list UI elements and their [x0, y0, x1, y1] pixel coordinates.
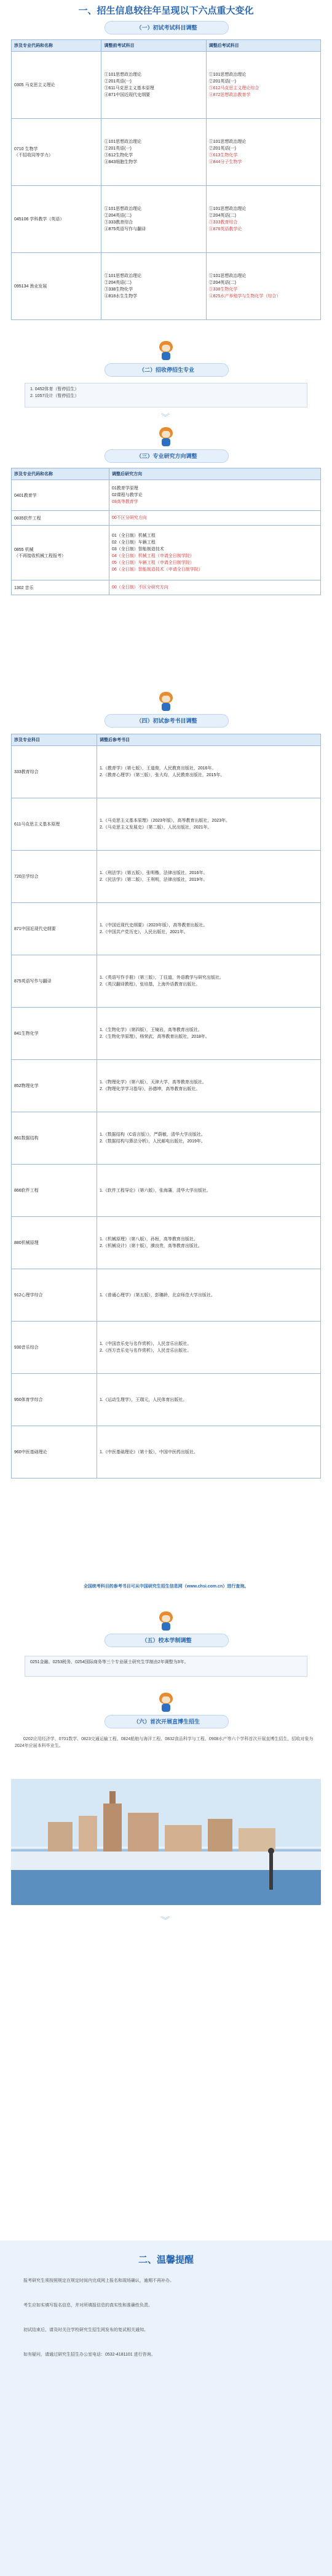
table-row	[12, 746, 321, 798]
table-row	[12, 1165, 321, 1217]
reminder-para-2: 考生应如实填写报名信息，并对所填报信息的真实性和准确性负责。	[23, 2303, 152, 2308]
major-cell: 0401教育学	[12, 480, 109, 511]
major-cell: 045106 学科教学（英语）	[12, 186, 101, 253]
subject-cell: 861数据结构	[12, 1112, 97, 1165]
table3-note: 全国统考科目的参考书目可从中国研究生招生信息网（www.chsi.com.cn）进行查询。	[83, 1584, 249, 1589]
direction-cell	[109, 480, 321, 511]
books-cell	[97, 1374, 321, 1426]
book-line: 2.《生物化学原理》，杨荣武，高等教育出版社，2018年。	[100, 1035, 210, 1039]
table-row	[12, 955, 321, 1008]
subject-line: ③333教育综合	[104, 220, 133, 225]
exam-subject-table	[11, 39, 321, 320]
reminder-para-4: 如有疑问，请通过研究生招生办公室电话：0532-4181101 进行咨询。	[23, 2353, 156, 2357]
subject-cell: 912心理学综合	[12, 1269, 97, 1322]
mascot-icon	[157, 1610, 175, 1631]
suspended-major-1: 1. 0452体育（暂停招生）	[30, 387, 79, 391]
table-row	[12, 1374, 321, 1426]
table2-header-major: 涉及专业代码和名称	[12, 468, 109, 480]
major-cell: 095134 渔业发展	[12, 253, 101, 320]
section-3-heading: （三）专业研究方向调整	[105, 449, 229, 463]
book-line: 2.《马克思主义发展史》（第二版），人民出版社，2021年。	[100, 825, 212, 830]
reminder-para-1: 报考研究生须按照规定在规定时间内完成网上报名和现场确认，逾期不再补办。	[23, 2279, 174, 2283]
direction-line: 05（全日制）车辆工程（申请全日制学院）	[112, 561, 194, 565]
book-line: 2.《机械设计》（第十版），濮良贵，高等教育出版社。	[100, 1244, 202, 1248]
subject-line: ③611马克思主义基本原理	[104, 86, 154, 90]
subject-line: ③333教育综合	[208, 220, 238, 225]
book-line: 1.《教育学》（第七版），王道俊，人民教育出版社，2016年。	[100, 766, 216, 771]
subject-cell: 333教育综合	[12, 746, 97, 798]
subject-line: ②201英语(一)	[208, 146, 236, 151]
table-row	[12, 526, 321, 580]
books-cell	[97, 1269, 321, 1322]
books-cell	[97, 851, 321, 903]
chevron-down-icon: ︾	[161, 1916, 170, 1925]
subject-cell: 960中医基础理论	[12, 1426, 97, 1479]
direction-line: 01（全日制）机械工程	[112, 534, 156, 538]
subject-line: ④871中国近现代史纲要	[104, 93, 151, 97]
mascot-icon	[157, 340, 175, 361]
before-subjects-cell	[101, 186, 206, 253]
subject-line: ③338生物化学	[208, 287, 238, 292]
subject-line: ④825水产养殖学与生物化学（综合）	[208, 294, 281, 299]
program-length-text: 0251金融、0253税务、0254国际商务等三个专业硕士研究生学制由2年调整为3年。	[30, 1660, 189, 1664]
book-line: 1.《刑法学》（第五版），张明楷，法律出版社，2016年。	[100, 871, 208, 875]
subject-cell: 866软件工程	[12, 1165, 97, 1217]
subject-line: ①101思想政治理论	[104, 274, 142, 278]
mascot-icon	[157, 1691, 175, 1712]
subject-line: ④876英语教学论	[208, 227, 242, 231]
subject-cell: 720法学综合	[12, 851, 97, 903]
book-line: 2.《英汉翻译教程》，张培基，上海外语教育出版社。	[100, 982, 200, 987]
books-cell	[97, 955, 321, 1008]
book-line: 1.《中国近现代史纲要》（2023年版），高等教育出版社。	[100, 923, 208, 928]
book-line: 1.《生物化学》（第四版），王镜岩，高等教育出版社。	[100, 1028, 202, 1032]
table-row	[12, 52, 321, 119]
book-line: 1.《英语写作手册》（第三版），丁往道，外语教学与研究出版社。	[100, 976, 224, 980]
section-5-heading: （五）校本学制调整	[105, 1634, 229, 1647]
books-cell	[97, 1165, 321, 1217]
books-cell	[97, 1060, 321, 1112]
table-row	[12, 253, 321, 320]
subject-line: ①101思想政治理论	[104, 207, 142, 211]
book-line: 2.《中国共产党历史》，人民出版社，2021年。	[100, 930, 188, 934]
book-line: 1.《普通心理学》（第五版），彭聃龄，北京师范大学出版社。	[100, 1293, 215, 1298]
subject-line: ②204英语(二)	[208, 281, 236, 285]
books-cell	[97, 746, 321, 798]
subject-line: ②204英语(二)	[104, 281, 132, 285]
direction-line: 03（全日制）智能制造技术	[112, 547, 164, 552]
table-row	[12, 1426, 321, 1479]
subject-line: ②201英语(一)	[104, 146, 132, 151]
chevron-down-icon: ︾	[161, 412, 170, 422]
subject-line: ①101思想政治理论	[208, 140, 247, 144]
table-row	[12, 580, 321, 595]
table1-header-major: 涉及专业代码和名称	[12, 40, 101, 52]
table-row	[12, 1060, 321, 1112]
table1-header-after: 调整后考试科目	[206, 40, 320, 52]
major-cell: 1302 音乐	[12, 580, 109, 595]
direction-line: 00不区分研究方向	[112, 516, 147, 520]
table3-header-books: 调整后参考书目	[97, 734, 321, 746]
table1-header-before: 调整前考试科目	[101, 40, 206, 52]
direction-line: 03高等教育学	[112, 500, 138, 504]
table-row	[12, 1322, 321, 1374]
table-row	[12, 511, 321, 526]
book-line: 1.《物理化学》（第六版），天津大学，高等教育出版社。	[100, 1080, 207, 1085]
subject-line: ④843细胞生物学	[104, 160, 138, 164]
before-subjects-cell	[101, 253, 206, 320]
major-cell: 0835软件工程	[12, 511, 109, 526]
subject-line: ③613生物化学	[208, 153, 238, 158]
book-line: 2.《西方音乐史与名作赏析》，人民音乐出版社。	[100, 1349, 192, 1353]
reminder-section	[0, 2241, 332, 2576]
subject-line: ③612生物化学	[104, 153, 133, 158]
table-row	[12, 798, 321, 851]
subject-cell: 930音乐综合	[12, 1322, 97, 1374]
subject-line: ②204英语(二)	[208, 214, 236, 218]
subject-line: ②204英语(二)	[104, 214, 132, 218]
direction-cell	[109, 580, 321, 595]
before-subjects-cell	[101, 52, 206, 119]
subject-line: ③338生物化学	[104, 287, 133, 292]
book-line: 2.《教育心理学》（第三版），张大均，人民教育出版社，2015年。	[100, 773, 225, 777]
books-cell	[97, 903, 321, 955]
program-length-box	[25, 1656, 307, 1677]
table-row	[12, 1269, 321, 1322]
section-6-heading: （六）首次开展直博生招生	[105, 1715, 229, 1728]
subject-line: ②201英语(一)	[104, 79, 132, 84]
book-line: 1.《中医基础理论》（第十版），中国中医药出版社。	[100, 1450, 198, 1455]
direction-line: 06（全日制）智能制造技术（申请全日制学院）	[112, 568, 203, 572]
direction-line: 04（全日制）机械工程（申请全日制学院）	[112, 554, 194, 558]
subject-cell: 880机械原理	[12, 1217, 97, 1269]
after-subjects-cell	[206, 52, 320, 119]
subject-line: ④875英语写作与翻译	[104, 227, 146, 231]
after-subjects-cell	[206, 186, 320, 253]
book-line: 2.《数据结构与算法分析》，人民邮电出版社，2019年。	[100, 1139, 205, 1144]
subject-cell: 611马克思主义基本原理	[12, 798, 97, 851]
direction-line: 02课程与教学论	[112, 493, 143, 497]
subject-line: ②201英语(一)	[208, 79, 236, 84]
books-cell	[97, 798, 321, 851]
major-cell: 0710 生物学 （不招收同等学力）	[12, 119, 101, 186]
section-1-heading: （一）初试考试科目调整	[105, 21, 229, 34]
after-subjects-cell	[206, 253, 320, 320]
table-row	[12, 1112, 321, 1165]
direction-cell	[109, 511, 321, 526]
major-cell: 0855 机械 （不再接收机械工程报考）	[12, 526, 109, 580]
reminder-title: 二、温馨提醒	[138, 2255, 194, 2265]
direction-cell	[109, 526, 321, 580]
book-line: 2.《民法学》（第二版），王利明，法律出版社，2019年。	[100, 878, 208, 882]
books-cell	[97, 1322, 321, 1374]
subject-line: ①101思想政治理论	[208, 207, 247, 211]
books-cell	[97, 1426, 321, 1479]
reminder-para-3: 初试结束后，请及时关注学校研究生招生网发布的复试相关通知。	[23, 2328, 148, 2332]
research-direction-table	[11, 468, 321, 595]
subject-cell: 875英语写作与翻译	[12, 955, 97, 1008]
table2-header-dirs: 调整后研究方向	[109, 468, 321, 480]
book-line: 2.《物理化学学习指导》，孙德坤，高等教育出版社。	[100, 1087, 200, 1091]
subject-cell: 852物理化学	[12, 1060, 97, 1112]
table-row	[12, 1217, 321, 1269]
direction-line: 01教育学原理	[112, 486, 138, 491]
direct-phd-text: 0202应用经济学、0701数学、0823交通运输工程、0824船舶与海洋工程、0832食品科学与工程、0908水产等六个学科首次开展直博生招生，招收对象为2024年应届本科毕业生。	[15, 1737, 314, 1748]
section-2-heading: （二）招收停招生专业	[105, 363, 229, 377]
books-cell	[97, 1112, 321, 1165]
table-row	[12, 1008, 321, 1060]
subject-line: ④844分子生物学	[208, 160, 242, 164]
after-subjects-cell	[206, 119, 320, 186]
suspended-majors-box	[25, 383, 307, 407]
subject-line: ④872思想政治教育学	[208, 93, 251, 97]
direction-line: 02（全日制）车辆工程	[112, 540, 156, 545]
table-row	[12, 851, 321, 903]
book-line: 1.《马克思主义基本原理》（2023年版），高等教育出版社，2023年。	[100, 819, 230, 823]
reference-book-table	[11, 734, 321, 1479]
books-cell	[97, 1008, 321, 1060]
books-cell	[97, 1217, 321, 1269]
direction-line: 00（全日制）不区分研究方向	[112, 585, 168, 590]
book-line: 1.《机械原理》（第八版），孙桓，高等教育出版社。	[100, 1237, 198, 1242]
book-line: 1.《软件工程导论》（第六版），张海藩，清华大学出版社。	[100, 1188, 211, 1193]
subject-line: ①101思想政治理论	[208, 73, 247, 77]
table-row	[12, 186, 321, 253]
page-title: 一、招生信息较往年呈现以下六点重大变化	[78, 6, 254, 16]
subject-line: ③612马克思主义理论综合	[208, 86, 259, 90]
campus-photo	[11, 1779, 321, 1905]
subject-cell: 841生物化学	[12, 1008, 97, 1060]
book-line: 1.《中国音乐史与名作赏析》，人民音乐出版社。	[100, 1342, 192, 1346]
mascot-icon	[157, 691, 175, 712]
subject-cell: 950体育学综合	[12, 1374, 97, 1426]
table3-header-subject: 涉及专业科目	[12, 734, 97, 746]
before-subjects-cell	[101, 119, 206, 186]
table-row	[12, 903, 321, 955]
table-row	[12, 119, 321, 186]
major-cell: 0305 马克思主义理论	[12, 52, 101, 119]
book-line: 1.《数据结构（C语言版）》，严蔚敏，清华大学出版社。	[100, 1133, 205, 1137]
subject-line: ④818水生生物学	[104, 294, 138, 299]
subject-line: ①101思想政治理论	[104, 73, 142, 77]
section-4-heading: （四）初试参考书目调整	[105, 714, 229, 728]
suspended-major-2: 2. 1057设计（暂停招生）	[30, 394, 79, 398]
table-row	[12, 480, 321, 511]
subject-line: ①101思想政治理论	[104, 140, 142, 144]
subject-line: ①101思想政治理论	[208, 274, 247, 278]
book-line: 1.《运动生理学》，王瑞元，人民体育出版社。	[100, 1397, 188, 1402]
mascot-icon	[157, 426, 175, 447]
subject-cell: 871中国近现代史纲要	[12, 903, 97, 955]
